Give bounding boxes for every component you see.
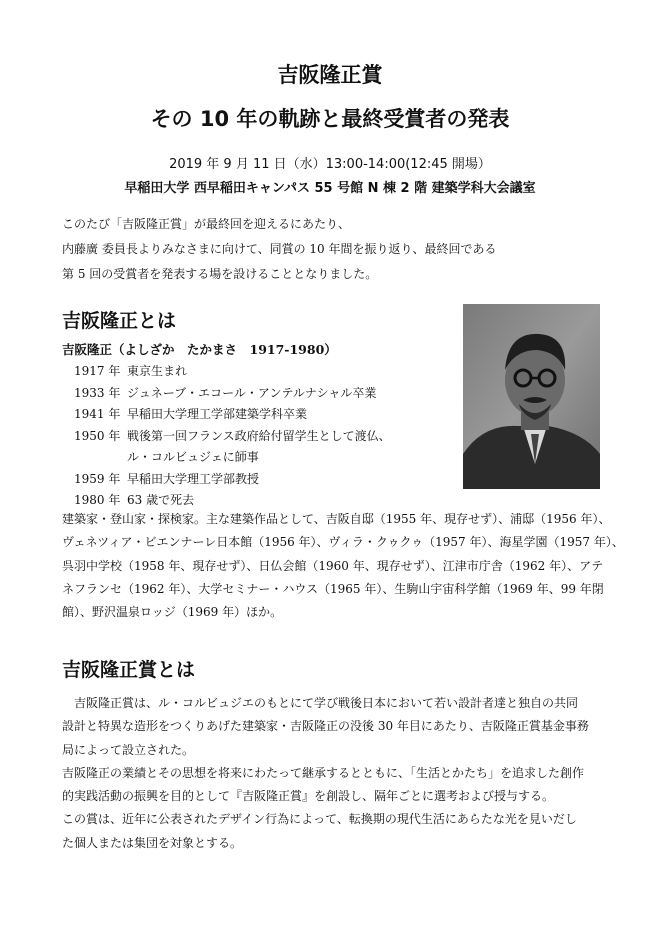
timeline-year: 1959 年 — [74, 471, 121, 486]
timeline-row — [74, 469, 391, 491]
timeline-year: 1950 年 — [74, 428, 121, 443]
prize-line: 設計と特異な造形をつくりあげた建築家・吉阪隆正の没後 30 年目にあたり、吉阪隆正賞基金事務 — [62, 719, 589, 734]
event-subtitle: その 10 年の軌跡と最終受賞者の発表 — [150, 107, 510, 131]
timeline-text: ル・コルビュジェに師事 — [127, 450, 259, 464]
biography-paragraph — [62, 508, 624, 624]
prize-line: この賞は、近年に公表されたデザイン行為によって、転換期の現代生活にあらたな光を見いだし — [62, 812, 577, 827]
bio-line: 建築家・登山家・探検家。主な建築作品として、吉阪自邸（1955 年、現存せず）、浦邸（1956 年）、 — [62, 512, 611, 526]
section-heading-about: 吉阪隆正とは — [62, 310, 177, 332]
prize-line: 的実践活動の振興を目的として『吉阪隆正賞』を創設し、隔年ごとに選考および授与する。 — [62, 789, 555, 804]
bio-line: ヴェネツィア・ビエンナーレ日本館（1956 年）、ヴィラ・クゥクゥ（1957 年）、海星学園（1957 年）、 — [62, 535, 624, 550]
event-date: 2019 年 9 月 11 日（水）13:00-14:00(12:45 開場） — [169, 157, 491, 172]
timeline-row — [74, 361, 391, 383]
bio-line: ネフランセ（1962 年）、大学セミナー・ハウス（1965 年）、生駒山宇宙科学館（1969 年、99 年閉 — [62, 581, 604, 596]
prize-line: 吉阪隆正の業績とその思想を将来にわたって継承するとともに、「生活とかたち」を追求した創作 — [62, 765, 585, 780]
timeline-text: 戦後第一回フランス政府給付留学生として渡仏、 — [127, 428, 391, 443]
intro-line: 内藤廣 委員長よりみなさまに向けて、同賞の 10 年間を振り返り、最終回である — [62, 242, 497, 256]
timeline-text: 早稲田大学理工学部教授 — [127, 471, 260, 486]
person-name: 吉阪隆正（よしざか たかまさ 1917-1980） — [62, 342, 337, 357]
bio-line: 呉羽中学校（1958 年、現存せず）、日仏会館（1960 年、現存せず）、江津市庁舎（1962 年）、アテ — [62, 558, 604, 573]
timeline-text: ジュネーブ・エコール・アンテルナシャル卒業 — [127, 385, 377, 400]
timeline-row — [74, 426, 391, 448]
timeline-text: 63 歳で死去 — [127, 493, 195, 507]
document-header — [0, 60, 660, 198]
bio-line: 館）、野沢温泉ロッジ（1969 年）ほか。 — [62, 605, 283, 620]
timeline-row — [74, 404, 391, 426]
timeline-row — [74, 383, 391, 405]
timeline-text: 東京生まれ — [127, 364, 188, 378]
intro-paragraph — [62, 212, 602, 287]
portrait-photo — [463, 304, 600, 489]
prize-line: 吉阪隆正賞は、ル・コルビュジエのもとにて学び戦後日本において若い設計者達と独自の共同 — [62, 696, 579, 710]
timeline-year: 1941 年 — [74, 407, 121, 421]
timeline-text: 早稲田大学理工学部建築学科卒業 — [127, 407, 308, 421]
timeline-row — [74, 447, 391, 469]
event-venue: 早稲田大学 西早稲田キャンパス 55 号館 N 棟 2 階 建築学科大会議室 — [124, 181, 536, 196]
prize-line: 局によって設立された。 — [62, 742, 195, 757]
prize-line: た個人または集団を対象とする。 — [62, 835, 243, 850]
section-heading-prize: 吉阪隆正賞とは — [62, 659, 196, 681]
biography-timeline — [74, 361, 391, 512]
prize-paragraph — [62, 692, 607, 855]
timeline-year: 1980 年 — [74, 493, 121, 507]
intro-line: 第 5 回の受賞者を発表する場を設けることとなりました。 — [62, 267, 378, 281]
event-title: 吉阪隆正賞 — [277, 63, 383, 87]
intro-line: このたび「吉阪隆正賞」が最終回を迎えるにあたり、 — [62, 217, 351, 231]
timeline-year: 1933 年 — [74, 385, 121, 400]
timeline-year: 1917 年 — [74, 364, 121, 378]
